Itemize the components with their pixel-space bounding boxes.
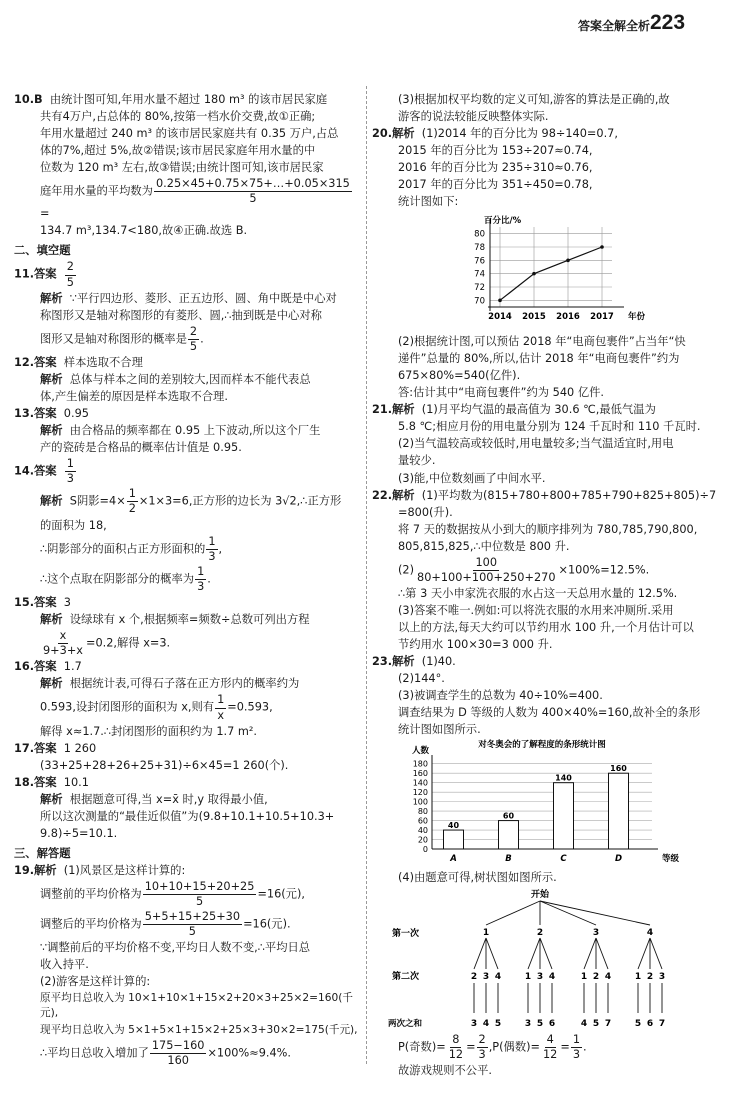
x-tick-label: 2017 [590,312,614,323]
y-tick-label: 80 [417,807,428,817]
tree-node-second: 3 [536,972,544,983]
data-point [498,299,502,303]
tree-node-second: 3 [482,972,490,983]
tree-node-sum: 6 [548,1019,556,1030]
q10-line: 位数为 120 m³ 左右,故③错误;由统计图可知,该市居民家 [40,161,324,175]
y-axis-label: 百分比/% [484,216,522,227]
tree-row-label: 两次之和 [388,1019,423,1030]
x-tick-label: C [560,854,567,865]
bar [554,783,574,849]
tree-node-sum: 3 [524,1019,532,1030]
y-tick-label: 180 [412,759,428,769]
tree-branch [486,901,540,925]
tree-branch [584,938,596,969]
q10-fraction: $\frac{0.25\times 45+0.75\times 75+\dots+0.05\times 315}{5}$ [155,177,350,206]
y-tick-label: 140 [412,778,428,788]
page-number: 223 [650,11,686,34]
q23-number: 23.解析 [372,655,415,668]
x-tick-label: A [450,854,457,865]
bar-value-label: 60 [502,811,515,821]
tree-node-second: 2 [470,972,478,983]
q17-number: 17.答案 [14,741,57,755]
header-title: 答案全解全析 [578,19,651,33]
section-heading-fill-in: 二、填空题 [14,244,71,258]
q16-number: 16.答案 [14,660,57,674]
tree-branch [474,938,486,969]
q10-line: 由统计图可知,年用水量不超过 180 m³ 的该市居民家庭 [49,93,328,106]
tree-node-second: 1 [634,972,642,983]
tree-node-sum: 7 [604,1019,612,1030]
data-point [600,245,604,249]
q15-number: 15.答案 [14,596,57,610]
x-axis-label: 年份 [628,312,646,323]
q13-number: 13.答案 [14,407,57,421]
page-header [0,6,750,38]
tree-node-second: 2 [592,972,600,983]
y-tick-label: 120 [412,788,428,798]
tree-branch [540,901,596,925]
y-tick-label: 78 [474,243,485,254]
q14-number: 14.答案 [14,464,57,478]
bar [499,821,519,849]
bar [444,830,464,849]
y-tick-label: 20 [417,835,428,845]
x-axis-label: 等级 [662,854,680,865]
line-chart [372,211,728,329]
q20-number: 20.解析 [372,127,415,141]
q19-number: 19.解析 [14,863,57,877]
y-tick-label: 0 [422,845,428,855]
bar-value-label: 40 [447,821,460,831]
tree-root-label: 开始 [530,890,550,901]
y-tick-label: 100 [412,797,428,807]
column-divider [366,86,367,1064]
bar-value-label: 140 [555,773,572,783]
tree-node-sum: 5 [634,1019,642,1030]
tree-node-sum: 3 [470,1019,478,1030]
x-tick-label: D [614,854,623,865]
bar [609,773,629,849]
tree-node-second: 3 [658,972,666,983]
q18-number: 18.答案 [14,775,57,789]
q22-number: 22.解析 [372,488,415,502]
data-point [566,259,570,263]
chart-title: 对冬奥会的了解程度的条形统计图 [478,740,606,751]
tree-node-sum: 4 [482,1019,490,1030]
q21-number: 21.解析 [372,403,415,417]
q12-number: 12.答案 [14,355,57,369]
x-tick-label: 2015 [522,312,546,323]
q10-line: 庭年用水量的平均数为 [40,184,153,198]
x-tick-label: 2016 [556,312,580,323]
tree-node-sum: 6 [646,1019,654,1030]
x-tick-label: B [505,854,512,865]
q11-number: 11.答案 [14,268,57,282]
y-tick-label: 60 [417,816,428,826]
tree-branch [638,938,650,969]
y-tick-label: 76 [474,256,485,267]
y-axis-label: 人数 [412,746,430,757]
bar-value-label: 160 [610,764,627,774]
q10-number: 10.B [14,93,43,106]
y-tick-label: 72 [474,283,485,294]
tree-node-first: 1 [482,928,490,939]
tree-node-sum: 5 [536,1019,544,1030]
tree-node-sum: 7 [658,1019,666,1030]
section-heading-solutions: 三、解答题 [14,846,71,860]
y-tick-label: 80 [474,229,485,240]
tree-node-sum: 5 [592,1019,600,1030]
tree-branch [540,901,650,925]
tree-node-sum: 4 [580,1019,588,1030]
tree-row-label: 第二次 [392,972,420,983]
y-tick-label: 74 [474,269,485,280]
tree-row-label: 第一次 [392,929,420,940]
data-point [532,272,536,276]
tree-node-second: 4 [604,972,612,983]
x-tick-label: 2014 [488,312,512,323]
q10-line: 体的7%,超过 5%,故②错误;该市居民家庭年用水量的中 [40,144,316,158]
tree-branch [528,938,540,969]
tree-node-first: 2 [536,928,544,939]
tree-node-first: 4 [646,928,654,939]
q10-line: 年用水量超过 240 m³ 的该市居民家庭共有 0.35 万户,占总 [40,127,339,141]
tree-node-second: 1 [524,972,532,983]
bar-chart [372,739,728,865]
tree-node-second: 4 [548,972,556,983]
tree-node-first: 3 [592,928,600,939]
y-tick-label: 70 [474,296,485,307]
left-column: 10.B 由统计图可知,年用水量不超过 180 m³ 的该市居民家庭 共有4万户,占总体的 80%,按第一档水价交费,故①正确; 年用水量超过 240 m³ 的该市居民家庭共有 0.35 万户,占总 体的7%,超过 5%,故②错误;该市居民家庭年用水量的中 位数为 120 m³ 左右,故③错误;由统计图可知,该市居民家 庭年用水量的平均数为 $\frac{0.25\times 45+0.75\times 75+\dots+0.05\times 315}{5}$ = 134.7 m³,134.7<180,故④正确.故选 B. 二、填空题 11.答案 $\frac{2}{5}$ 解析 ∵平行四边形、菱形、正五边形、圆、角中既是中心对 称图形又是轴对称图形的有菱形、圆,∴抽到既是中心对称 图形又是轴对称图形的概率是 $\frac{2}{5}$ . 12.答案 样本选取不合理 解析 总体与样本之间的差别较大,因而样本不能代表总 体,产生偏差的原因是样本选取不合理. 13.答案 0.95 解析 由合格品的频率都在 0.95 上下波动,所以这个厂生 产的瓷砖是合格品的概率估计值是 0.95. 14.答案 $\frac{1}{3}$ 解析 S阴影=4× $\frac{1}{2}$ ×1×3=6,正方形的边长为 3√2,∴正方形 的面积为 18, ∴阴影部分的面积占正方形面积的 $\frac{1}{3}$ , ∴这个点取在阴影部分的概率为 $\frac{1}{3}$ . 15.答案 3 解析 设绿球有 x 个,根据频率=频数÷总数可列出方程 $\frac{x}{9+3+x}$ =0.2,解得 x=3. 16.答案 1.7 解析 根据统计表,可得石子落在正方形内的概率约为 0.593,设封闭图形的面积为 x,则有 $\frac{1}{x}$ =0.593, 解得 x≈1.7.∴封闭图形的面积约为 1.7 m². 17.答案 1 260 (33+25+28+26+25+31)÷6×45=1 260(个). 18.答案 10.1 解析 根据题意可得,当 x=x̄ 时,y 取得最小值, 所以这次测量的“最佳近似值”为(9.8+10.1+10.5+10.3+ 9.8)÷5=10.1. 三、解答题 19.解析 (1)风景区是这样计算的: 调整前的平均价格为 $\frac{10+10+15+20+25}{5}$ =16(元), 调整后的平均价格为 $\frac{5+5+15+25+30}{5}$ =16(元). ∵调整前后的平均价格不变,平均日人数不变,∴平均日总 收入持平. (2)游客是这样计算的: 原平均日总收入为 10×1+10×1+15×2+20×3+25×2=160(千元), 现平均日总收入为 5×1+5×1+15×2+25×3+30×2=175(千元), ∴平均日总收入增加了 $\frac{175-160}{160}$ ×100%≈9.4%. [14,93,358,1067]
tree-diagram-svg [372,887,728,1033]
tree-node-second: 1 [580,972,588,983]
tree-node-sum: 5 [494,1019,502,1030]
tree-branch [486,938,498,969]
tree-branch [596,938,608,969]
tree-node-second: 4 [494,972,502,983]
tree-diagram [372,887,728,1033]
q11-answer: $\frac{2}{5}$ [66,260,74,289]
right-column: (3)根据加权平均数的定义可知,游客的算法是正确的,故 游客的说法较能反映整体实际. 20.解析 (1)2014 年的百分比为 98÷140=0.7, 2015 年的百分比为 153÷207≈0.74, 2016 年的百分比为 235÷310≈0.76, 2017 年的百分比为 351÷450=0.78, 统计图如下: 70 72 74 76 78 80 百分比/% 2014 2015 2016 2017 年份 (2)根据统计图,可以预估 2018 年“电商包裹件”占当年“快 递件”总量的 80%,所以,估计 2018 年“电商包裹件”约为 675×80%=540(亿件). 答:估计其中“电商包裹件”约为 540 亿件. 21.解析 (1)月平均气温的最高值为 30.6 ℃,最低气温为 5.8 ℃;相应月份的用电量分别为 124 千瓦时和 110 千瓦时. (2)当气温较高或较低时,用电量较多;当气温适宜时,用电 量较少. (3)能,中位数刻画了中间水平. 22.解析 (1)平均数为(815+780+800+785+790+825+805)÷7 =800(升). 将 7 天的数据按从小到大的顺序排列为 780,785,790,800, 805,815,825,∴中位数是 800 升. (2) $\frac{100}{80+100+100+250+270}$ ×100%=12.5%. ∴第 3 天小申家洗衣服的水占这一天总用水量的 12.5%. (3)答案不唯一.例如:可以将洗衣服的水用来冲厕所.采用 以上的方法,每天大约可以节约用水 100 升,一个月估计可以 节约用水 100×30=3 000 升. 23.解析 (1)40. (2)144°. (3)被调查学生的总数为 40÷10%=400. 调查结果为 D 等级的人数为 400×40%=160,故补全的条形 统计图如图所示. 对冬奥会的了解程度的条形统计图 0 20 40 60 80 100 120 140 160 180 人数 等级 A B C D 40 60 140 160 (4)由题意可得,树状图如图所示. 开始 第一次 第二次 两次之和 1 2 3 3 4 4 5 2 1 3 3 5 4 6 3 1 4 2 5 4 7 4 1 5 2 6 3 7 P(奇数)= $\frac{8}{12}$ = $\frac{2}{3}$ ,P(偶数)= $\frac{4}{12}$ = $\frac{1}{3}$ . 故游戏规则不公平. [372,92,728,1080]
y-tick-label: 40 [417,826,428,836]
q10-line: 134.7 m³,134.7<180,故④正确.故选 B. [40,224,248,238]
q10-line: 共有4万户,占总体的 80%,按第一档水价交费,故①正确; [40,110,316,124]
tree-branch [650,938,662,969]
tree-node-second: 2 [646,972,654,983]
y-tick-label: 160 [412,769,428,779]
tree-branch [540,938,552,969]
